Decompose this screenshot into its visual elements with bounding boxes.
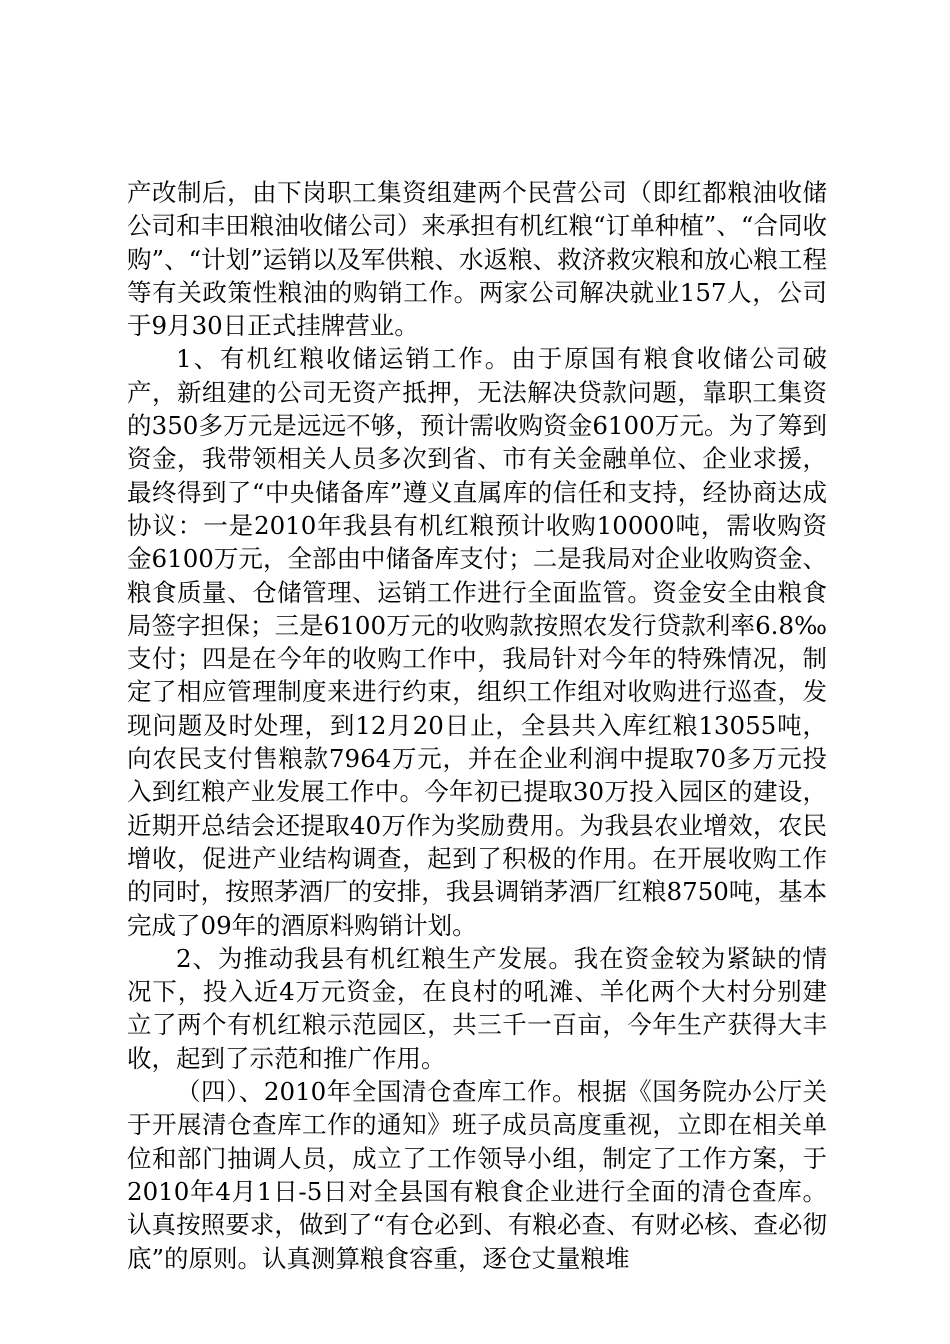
paragraph-red-grain-storage: 1、有机红粮收储运销工作。由于原国有粮食收储公司破产，新组建的公司无资产抵押，无法解决贷款问题，靠职工集资的350多万元是远远不够，预计需收购资金6100万元。为了筹到资金，我带领相关人员多次到省、市有关金融单位、企业求援，最终得到了“中央储备库”遵义直属库的信任和支持，经协商达成协议：一是2010年我县有机红粮预计收购10000吨，需收购资金6100万元，全部由中储备库支付；二是我局对企业收购资金、粮食质量、仓储管理、运销工作进行全面监管。资金安全由粮食局签字担保；三是6100万元的收购款按照农发行贷款利率6.8‰支付；四是在今年的收购工作中，我局针对今年的特殊情况，制定了相应管理制度来进行约束，组织工作组对收购进行巡查，发现问题及时处理，到12月20日止，全县共入库红粮13055吨，向农民支付售粮款7964万元，并在企业利润中提取70多万元投入到红粮产业发展工作中。今年初已提取30万投入园区的建设，近期开总结会还提取40万作为奖励费用。为我县农业增效，农民增收，促进产业结构调查，起到了积极的作用。在开展收购工作的同时，按照茅酒厂的安排，我县调销茅酒厂红粮8750吨，基本完成了09年的酒原料购销计划。 bbox=[127, 344, 827, 940]
paragraph-warehouse-inspection: （四）、2010年全国清仓查库工作。根据《国务院办公厅关于开展清仓查库工作的通知》班子成员高度重视，立即在相关单位和部门抽调人员，成立了工作领导小组，制定了工作方案，于2010年4月1日-5日对全县国有粮食企业进行全面的清仓查库。认真按照要求，做到了“有仓必到、有粮必查、有财必核、查必彻底”的原则。认真测算粮食容重，逐仓丈量粮堆 bbox=[127, 1077, 827, 1273]
paragraph-demonstration-park: 2、为推动我县有机红粮生产发展。我在资金较为紧缺的情况下，投入近4万元资金，在良村的吼滩、羊化两个大村分别建立了两个有机红粮示范园区，共三千一百亩，今年生产获得大丰收，起到了示范和推广作用。 bbox=[127, 943, 827, 1073]
document-body bbox=[127, 176, 827, 1275]
paragraph-continued: 产改制后，由下岗职工集资组建两个民营公司（即红都粮油收储公司和丰田粮油收储公司）来承担有机红粮“订单种植”、“合同收购”、“计划”运销以及军供粮、水返粮、救济救灾粮和放心粮工程等有关政策性粮油的购销工作。两家公司解决就业157人，公司于9月30日正式挂牌营业。 bbox=[127, 178, 827, 341]
